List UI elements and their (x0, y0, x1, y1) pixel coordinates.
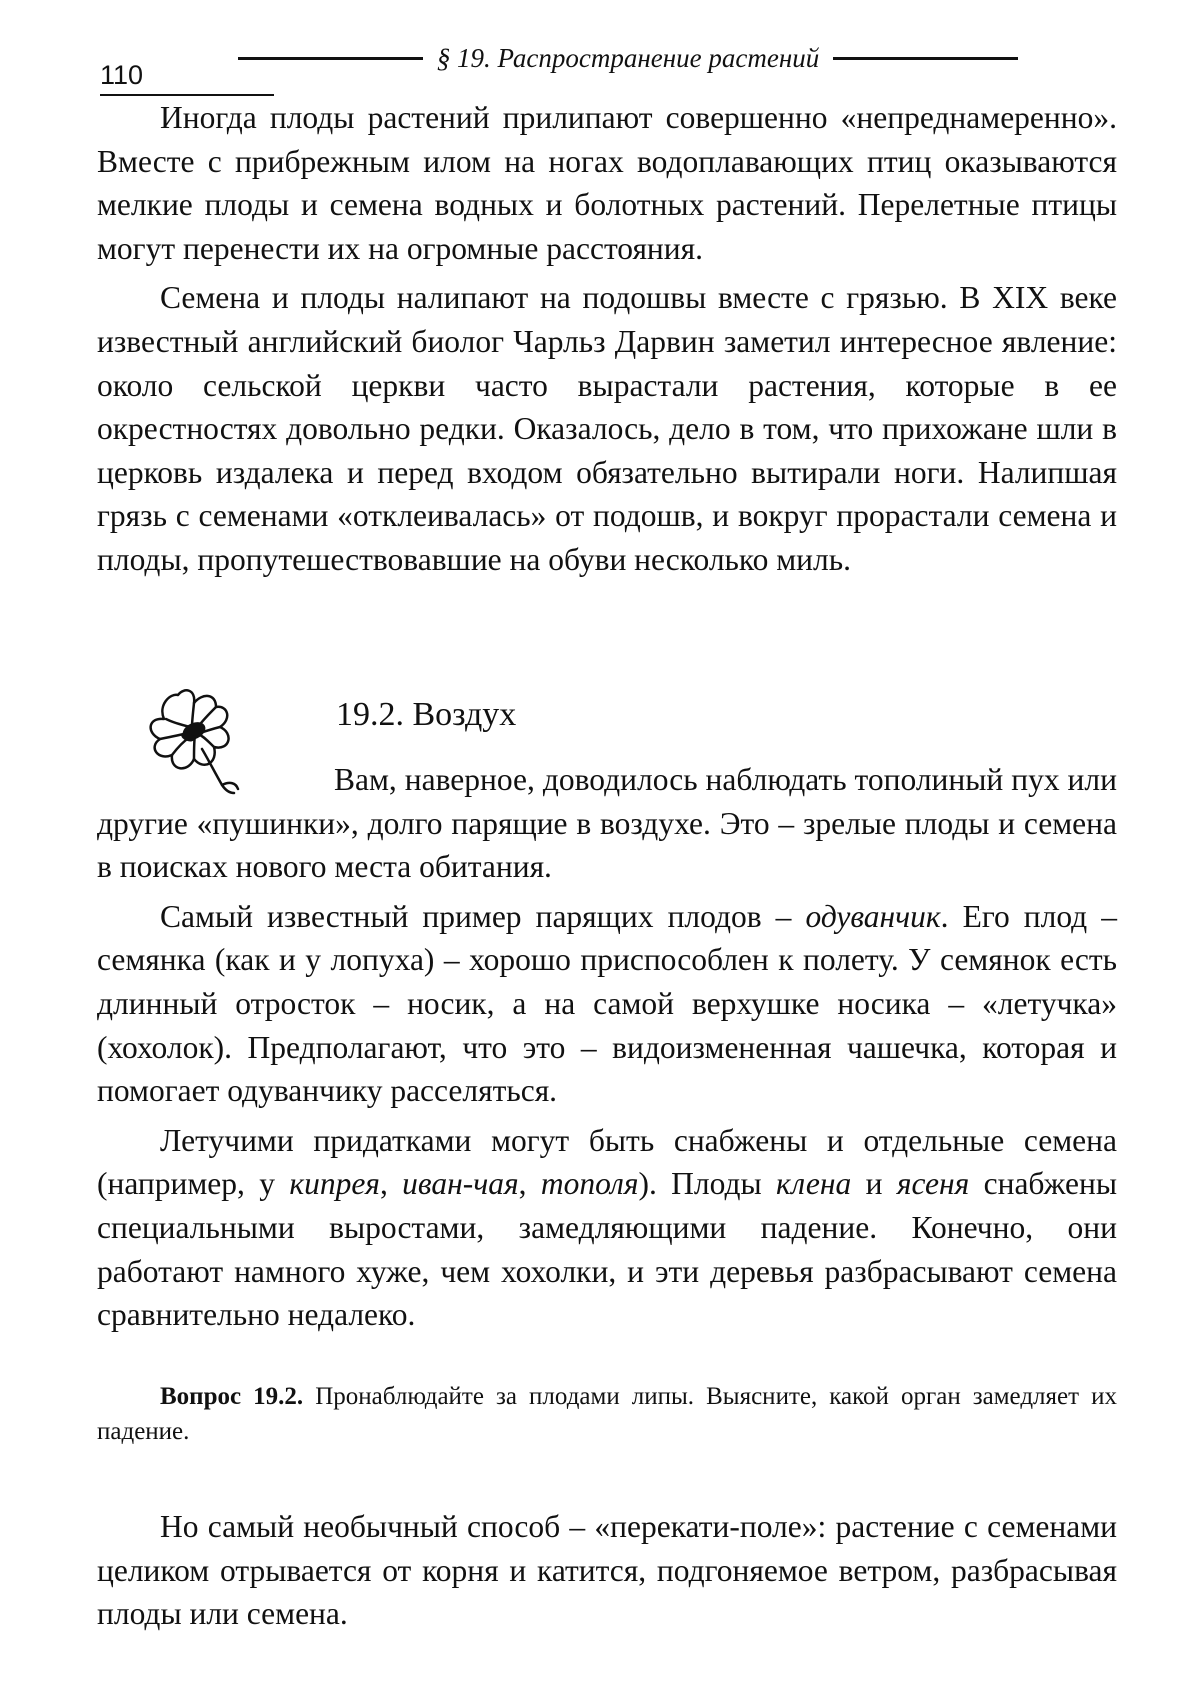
text-block-attachment (97, 96, 1117, 582)
question-label: Вопрос 19.2. (160, 1383, 304, 1410)
paragraph (97, 895, 1117, 1113)
paragraph: Вам, наверное, доводилось наблюдать тополиный пух или другие «пушинки», долго парящие в воздухе. Это – зрелые плоды и семена в поисках нового места обитания. (97, 762, 1117, 885)
term-italic: ясеня (896, 1166, 970, 1202)
paragraph: Но самый необычный способ – «перекати-поле»: растение с семенами целиком отрывается от корня и катится, подгоняемое ветром, разбрасывая плоды или семена. (97, 1509, 1117, 1632)
term-italic: одуванчик (805, 898, 941, 934)
text-block-air (97, 758, 1117, 1337)
question-text: Пронаблюдайте за плодами липы. Выясните, какой орган замедляет их падение. (97, 1383, 1117, 1445)
term-italic: иван-чая (402, 1166, 519, 1202)
paragraph: Иногда плоды растений прилипают совершенно «непреднамеренно». Вместе с прибрежным илом на ногах водоплавающих птиц оказываются мелкие плоды и семена водных и болотных растений. Перелетные птицы могут перенести их на огромные расстояния. (97, 100, 1117, 266)
text-run: ). Плоды (638, 1166, 777, 1202)
running-head (238, 38, 1018, 78)
text-run: Летучими придатками могут быть снабжены и отдельные семена (например, у (97, 1122, 1117, 1202)
paragraph: Семена и плоды налипают на подошвы вместе с грязью. В XIX веке известный английский биолог Чарльз Дарвин заметил интересное явление: около сельской церкви часто вырастали растения, которые в ее окрестностях довольно редки. Оказалось, дело в том, что прихожане шли в церковь издалека и перед входом обязательно вытирали ноги. Налипшая грязь с семенами «отклеивалась» от подошв, и вокруг прорастали семена и плоды, пропутешествовавшие на обуви несколько миль. (97, 280, 1117, 577)
text-run: , (518, 1166, 541, 1202)
question-box (97, 1379, 1117, 1449)
page-number: 110 (100, 58, 274, 96)
text-run: , (379, 1166, 403, 1202)
text-run: и (851, 1166, 897, 1202)
running-head-rule-left (238, 57, 423, 60)
running-title: § 19. Распространение растений (436, 42, 820, 73)
text-run: снабжены специальными выростами, замедляющими падение. Конечно, они работают намного хуже, чем хохолки, и эти деревья разбрасывают семена сравнительно недалеко. (97, 1166, 1118, 1333)
term-italic: тополя (540, 1166, 639, 1202)
text-block-tumbleweed (97, 1505, 1117, 1636)
term-italic: кипрея (289, 1166, 380, 1202)
paragraph (97, 1119, 1117, 1337)
running-head-rule-right (833, 57, 1018, 60)
text-run: . Его плод – семянка (как и у лопуха) – хорошо приспособлен к полету. У семянок есть длинный отросток – носик, а на самой верхушке носика – «летучка» (хохолок). Предполагают, что это – видоизмененная чашечка, которая и помогает одуванчику расселяться. (97, 898, 1118, 1109)
term-italic: клена (776, 1166, 852, 1202)
section-heading: 19.2. Воздух (336, 696, 517, 733)
text-run: Самый известный пример парящих плодов – (160, 898, 806, 934)
